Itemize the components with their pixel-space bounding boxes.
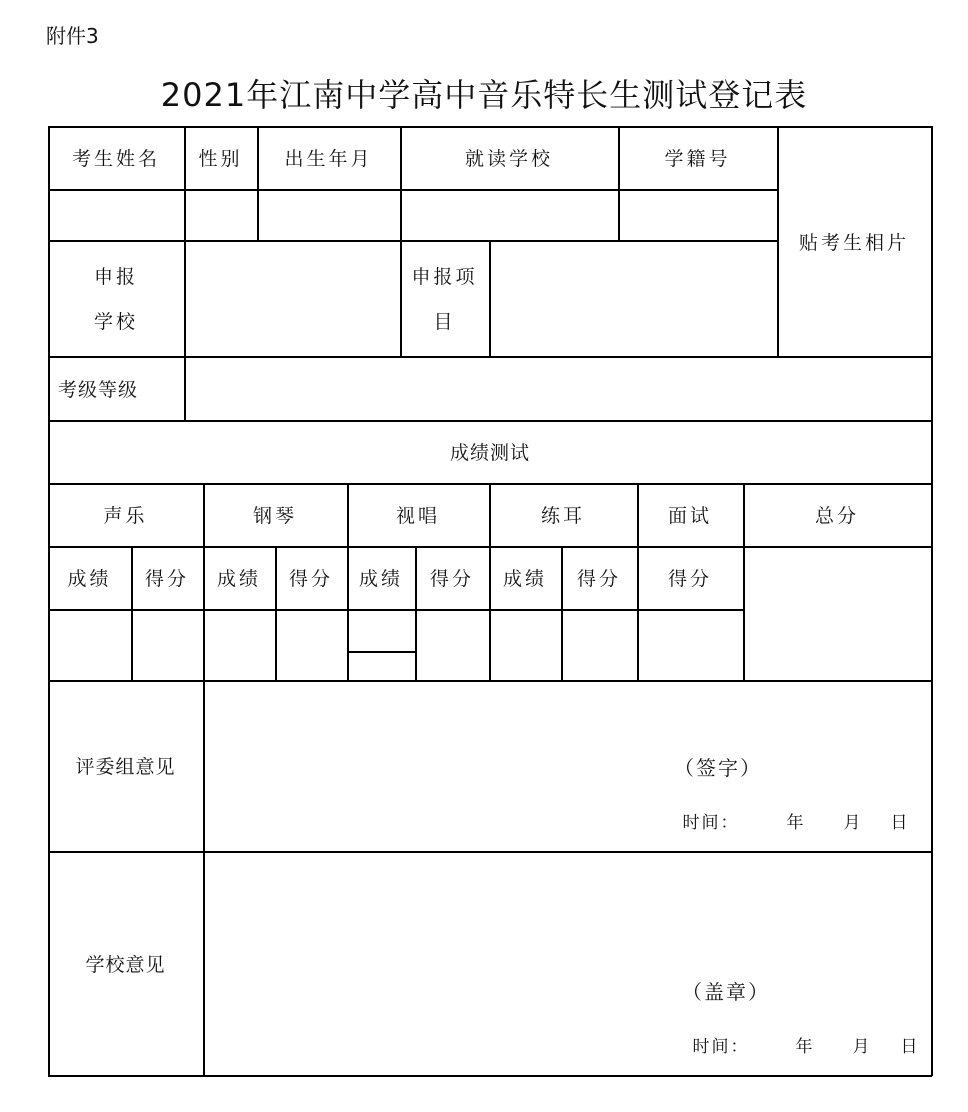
ear-training-label: 练耳	[540, 505, 585, 527]
vocal-score-label: 成绩	[67, 568, 112, 590]
apply-item-label	[400, 240, 489, 356]
committee-sign-label: （签字）	[674, 755, 762, 780]
committee-opinion-label: 评委组意见	[75, 756, 176, 778]
piano-score-label: 成绩	[216, 568, 261, 590]
sight-singing-points-label: 得分	[429, 568, 474, 590]
photo-placeholder: 贴考生相片	[798, 231, 909, 254]
apply-school-label	[48, 240, 184, 356]
school-seal-label: （盖章）	[682, 979, 770, 1004]
grid-line	[48, 189, 778, 191]
interview-points-label: 得分	[667, 568, 712, 590]
committee-time-label: 时间：	[682, 812, 740, 833]
grid-line	[48, 1075, 932, 1077]
piano-label: 钢琴	[252, 505, 297, 527]
grid-line	[931, 126, 933, 1076]
attachment-label: 附件3	[46, 24, 99, 48]
school-time-label: 时间：	[692, 1036, 750, 1057]
school-label: 就读学校	[464, 148, 553, 170]
birth-label: 出生年月	[284, 148, 373, 170]
apply-school-line-1: 申报	[93, 266, 138, 288]
grade-level-label: 考级等级	[58, 378, 139, 401]
gender-label: 性别	[198, 148, 243, 170]
piano-points-label: 得分	[288, 568, 333, 590]
school-day-label: 日	[900, 1036, 920, 1057]
grid-line	[48, 609, 744, 611]
total-label: 总分	[814, 505, 859, 527]
school-month-label: 月	[852, 1036, 872, 1057]
school-opinion-label: 学校意见	[85, 953, 166, 976]
ear-training-score-label: 成绩	[502, 568, 547, 590]
grid-line	[489, 240, 491, 357]
apply-item-line-2: 目	[433, 311, 456, 333]
sight-singing-label: 视唱	[395, 505, 440, 527]
committee-day-label: 日	[890, 812, 910, 833]
form-title: 2021年江南中学高中音乐特长生测试登记表	[160, 76, 808, 114]
vocal-label: 声乐	[103, 505, 148, 527]
student-id-label: 学籍号	[664, 148, 731, 170]
school-year-label: 年	[795, 1036, 815, 1057]
committee-month-label: 月	[843, 812, 863, 833]
vocal-points-label: 得分	[144, 568, 189, 590]
sight-singing-score-label: 成绩	[358, 568, 403, 590]
ear-training-points-label: 得分	[576, 568, 621, 590]
student-name-label: 考生姓名	[71, 148, 160, 170]
committee-year-label: 年	[786, 812, 806, 833]
interview-label: 面试	[667, 505, 712, 527]
apply-school-line-2: 学校	[93, 311, 138, 333]
score-test-label: 成绩测试	[449, 442, 530, 464]
apply-item-line-1: 申报项	[411, 266, 478, 288]
grid-line	[348, 651, 416, 653]
